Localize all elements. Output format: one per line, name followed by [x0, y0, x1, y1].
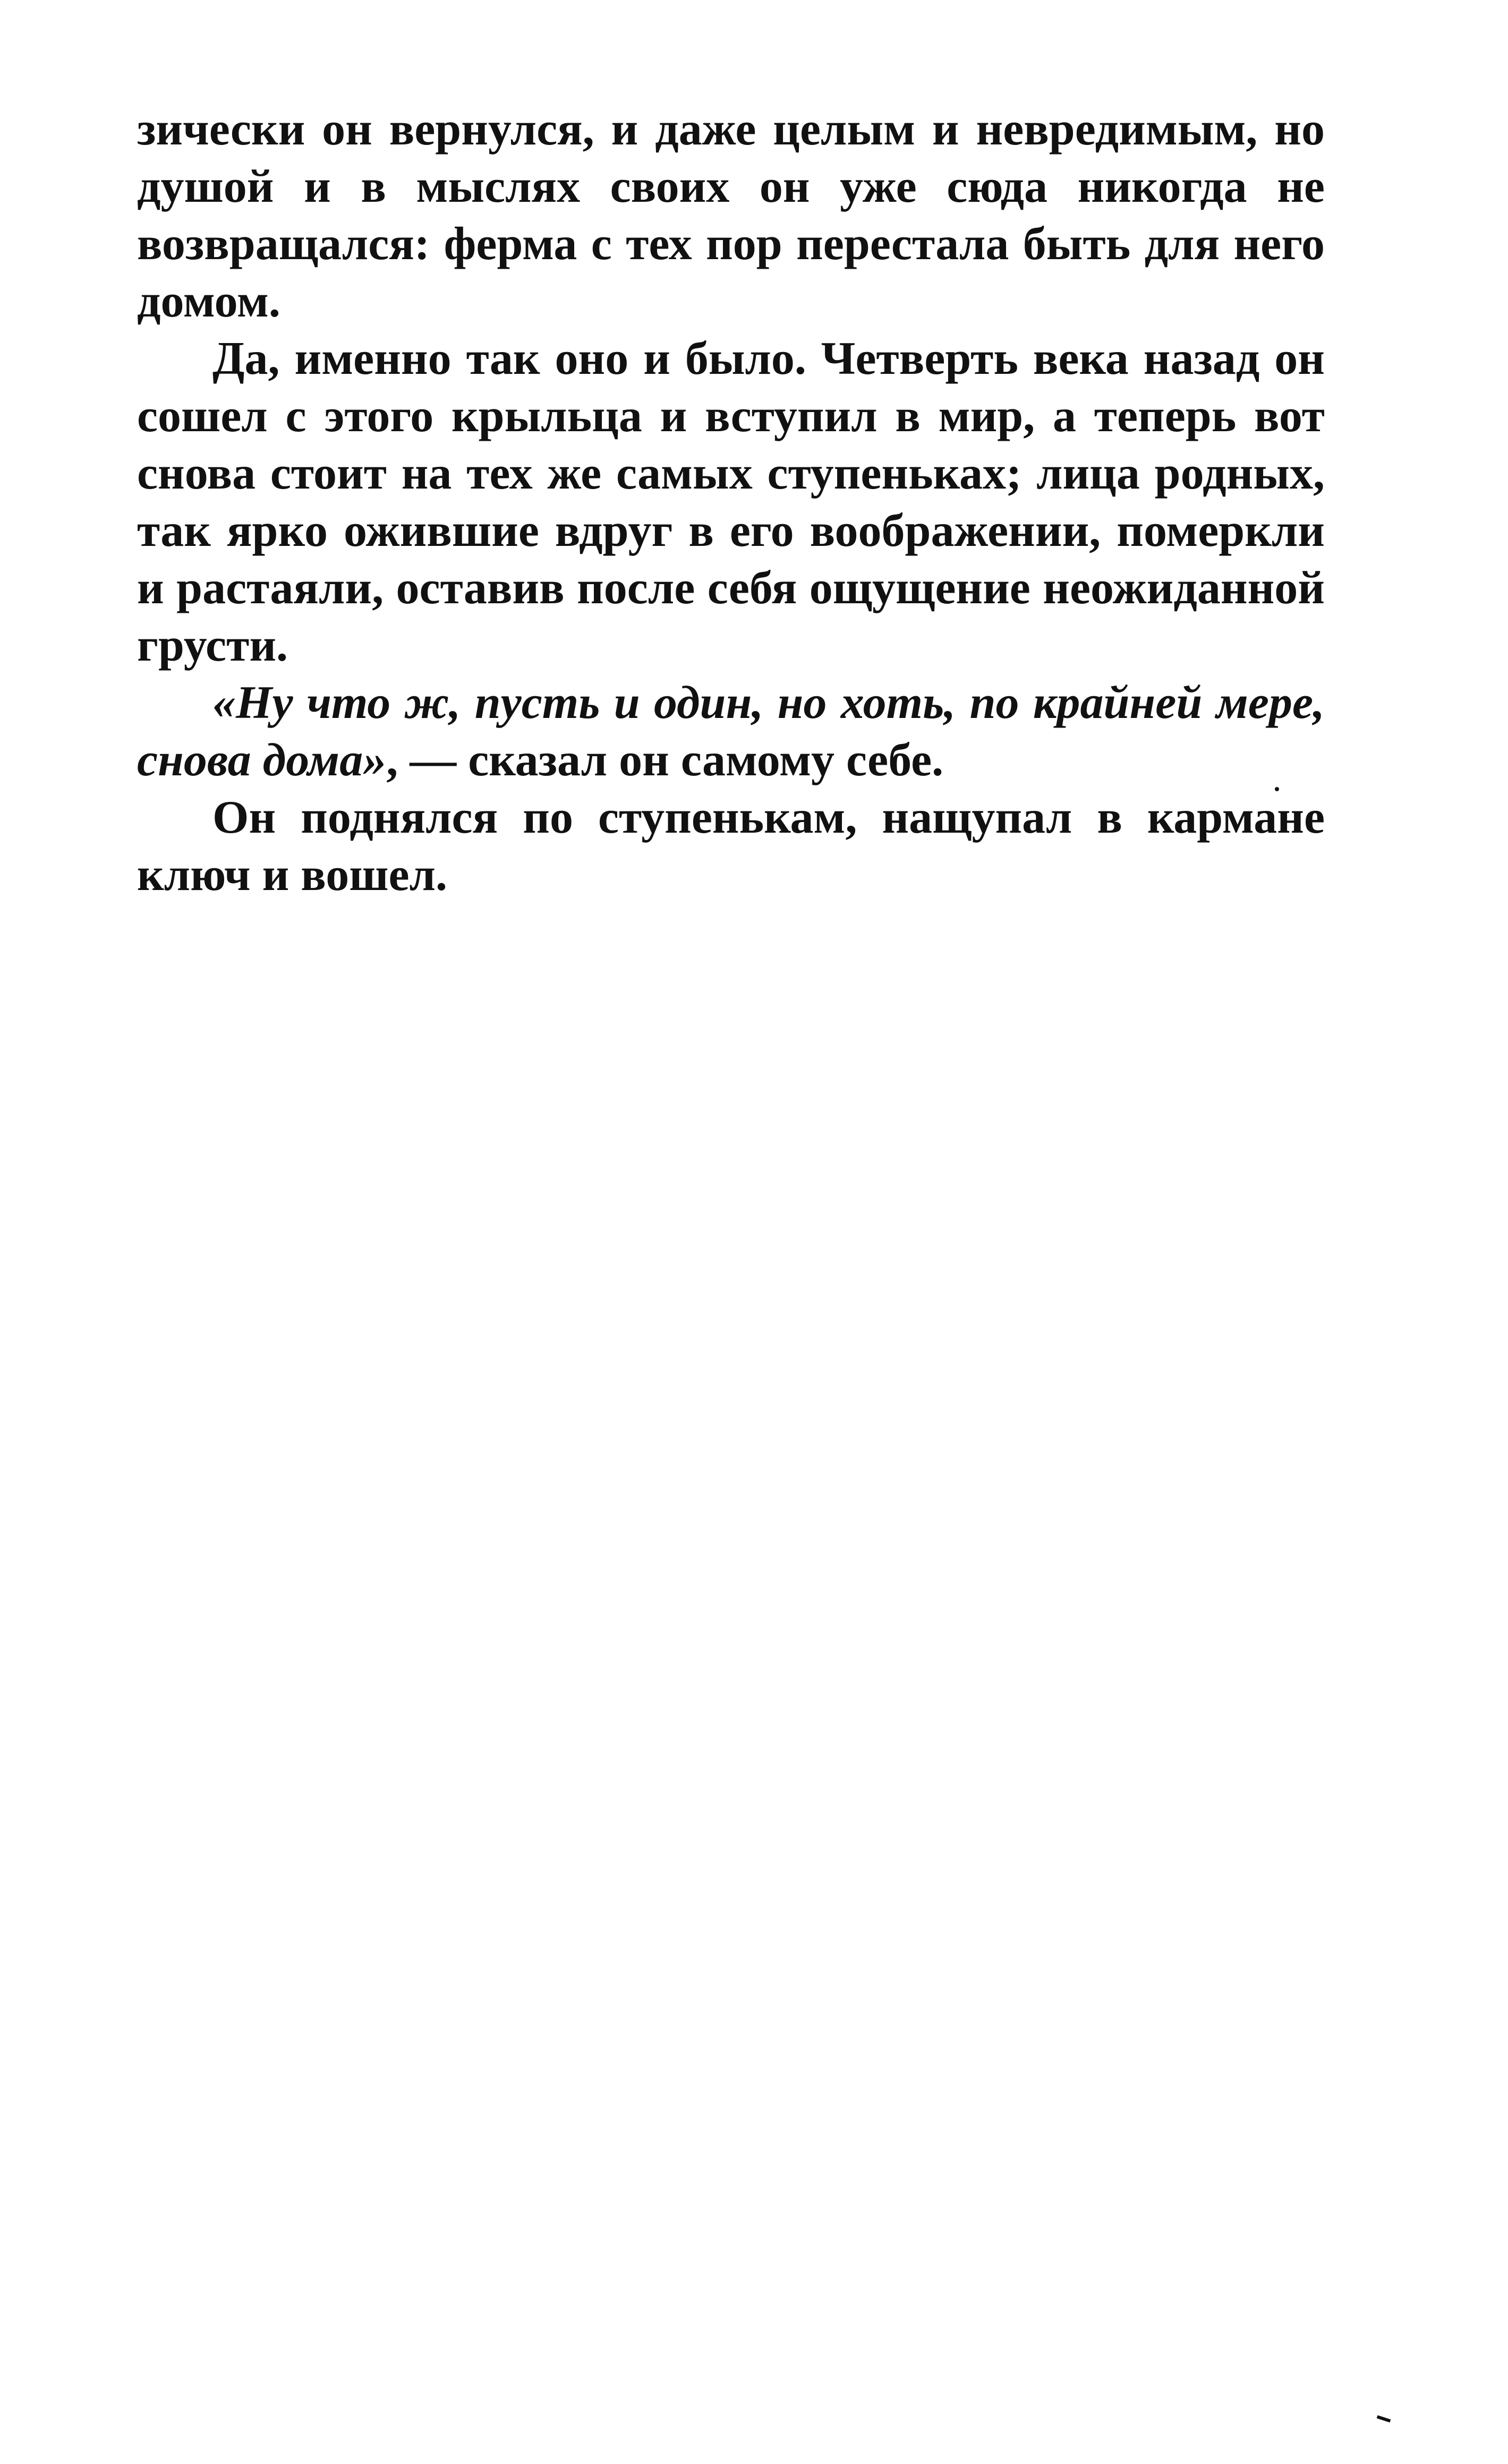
paragraph-3-rest: , — сказал он самому себе.: [386, 734, 944, 786]
paragraph-3: [137, 674, 1325, 789]
paragraph-1-text: зически он вернулся, и даже целым и невредимым, но душой и в мыслях своих он уже сюда никогда не возвращался: ферма с тех пор перестала быть для него домом.: [137, 104, 1325, 327]
paragraph-4-text: Он поднялся по ступенькам, нащупал в кармане ключ и вошел.: [137, 792, 1325, 901]
scan-speck: [1275, 787, 1279, 791]
paragraph-2-text: Да, именно так оно и было. Четверть века назад он сошел с этого крыльца и вступил в мир, а теперь вот снова стоит на тех же самых ступеньках; лица родных, так ярко ожившие вдруг в его воображении, померкли и растаяли, оставив после себя ощущение неожиданной грусти.: [137, 333, 1325, 671]
paragraph-2: [137, 330, 1325, 674]
page-text: [137, 101, 1325, 904]
paragraph-1: [137, 101, 1325, 330]
scan-mark: [1377, 2415, 1391, 2423]
paragraph-3-quote: «Ну что ж, пусть и один, но хоть, по крайней мере, снова дома»: [137, 677, 1325, 786]
paragraph-4: [137, 789, 1325, 904]
